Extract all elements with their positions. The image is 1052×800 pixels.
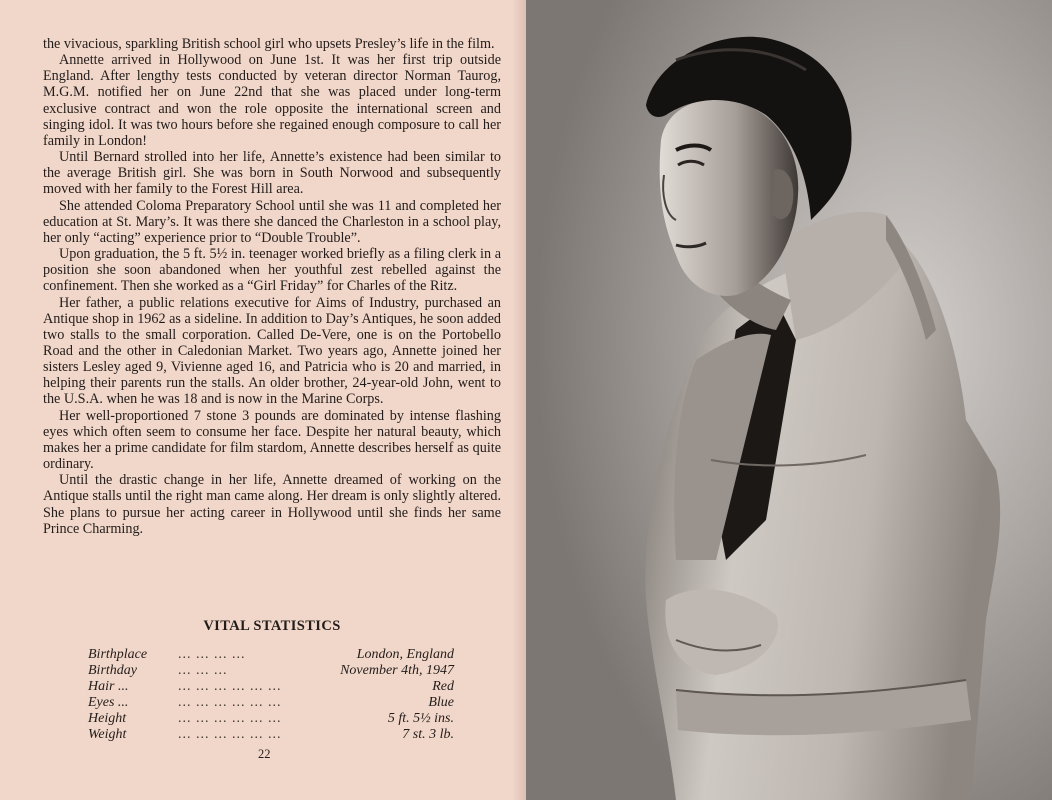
paragraph: She attended Coloma Preparatory School until she was 11 and completed her education at St. Mary’s. It was there she danced the Charleston in a school play, her only “acting” experience prior to “Double Trouble”.	[43, 197, 501, 246]
stat-leader: ... ... ... ... ... ...	[178, 695, 282, 710]
page-number: 22	[258, 747, 271, 761]
stat-leader: ... ... ... ...	[178, 647, 246, 662]
paragraph: Her well-proportioned 7 stone 3 pounds are dominated by intense flashing eyes which often seem to consume her face. Despite her natural beauty, which makes her a prime candidate for film stardom, Annette describes herself as quite ordinary.	[43, 407, 501, 473]
stat-label: Eyes ...	[88, 695, 129, 710]
vital-statistics	[0, 618, 526, 743]
stat-label: Hair ...	[88, 679, 129, 694]
stat-value: Red	[428, 679, 454, 695]
stat-row-height	[88, 711, 454, 727]
stat-value: London, England	[353, 647, 454, 663]
stat-label: Birthplace	[88, 647, 148, 662]
vital-statistics-title: VITAL STATISTICS	[203, 618, 341, 634]
paragraph: Upon graduation, the 5 ft. 5½ in. teenager worked briefly as a filing clerk in a position she soon abandoned when her youthful zest rebelled against the confinement. Then she worked as a “Girl Friday” for Charles of the Ritz.	[43, 246, 501, 295]
paragraph: the vivacious, sparkling British school girl who upsets Presley’s life in the film.	[43, 36, 495, 52]
paragraph: Until the drastic change in her life, Annette dreamed of working on the Antique stalls until the right man came along. Her dream is only slightly altered. She plans to pursue her acting career in Hollywood until she finds her same Prince Charming.	[43, 472, 501, 537]
stat-value: November 4th, 1947	[336, 663, 454, 679]
stat-row-birthday	[88, 663, 454, 679]
stat-leader: ... ... ... ... ... ...	[178, 727, 282, 742]
stat-label: Birthday	[88, 663, 137, 678]
paragraph: Her father, a public relations executive for Aims of Industry, purchased an Antique shop in 1962 as a sideline. In addition to Day’s Antiques, he soon added two stalls to the small corporation. Called De-Vere, one is on the Portobello Road and the other in Caledonian Market. Two years ago, Annette joined her sisters Lesley aged 9, Vivienne aged 16, and Patricia who is 20 and married, in helping their parents run the stalls. An older brother, 24-year-old John, went to the U.S.A. when he was 18 and is now in the Marine Corps.	[43, 294, 501, 408]
article-body	[43, 36, 501, 537]
stat-value: 5 ft. 5½ ins.	[384, 711, 454, 727]
stat-leader: ... ... ...	[178, 663, 228, 678]
stat-label: Height	[88, 711, 127, 726]
stat-value: 7 st. 3 lb.	[398, 727, 454, 743]
stat-leader: ... ... ... ... ... ...	[178, 679, 282, 694]
portrait-photo-icon	[526, 0, 1052, 800]
paragraph: Annette arrived in Hollywood on June 1st. It was her first trip outside England. After lengthy tests conducted by veteran director Norman Taurog, M.G.M. notified her on June 22nd that she was placed under long-term exclusive contract and won the role opposite the international screen and singing idol. It was two hours before she regained enough composure to call her family in London!	[43, 52, 501, 149]
stat-value: Blue	[424, 695, 454, 711]
stat-label: Weight	[88, 727, 127, 742]
stat-row-birthplace	[88, 647, 454, 663]
stat-row-hair	[88, 679, 454, 695]
stat-row-eyes	[88, 695, 454, 711]
paragraph: Until Bernard strolled into her life, Annette’s existence had been similar to the average British girl. She was born in South Norwood and subsequently moved with her family to the Forest Hill area.	[43, 149, 501, 198]
portrait-photo	[526, 0, 1052, 800]
stat-row-weight	[88, 727, 454, 743]
stat-leader: ... ... ... ... ... ...	[178, 711, 282, 726]
